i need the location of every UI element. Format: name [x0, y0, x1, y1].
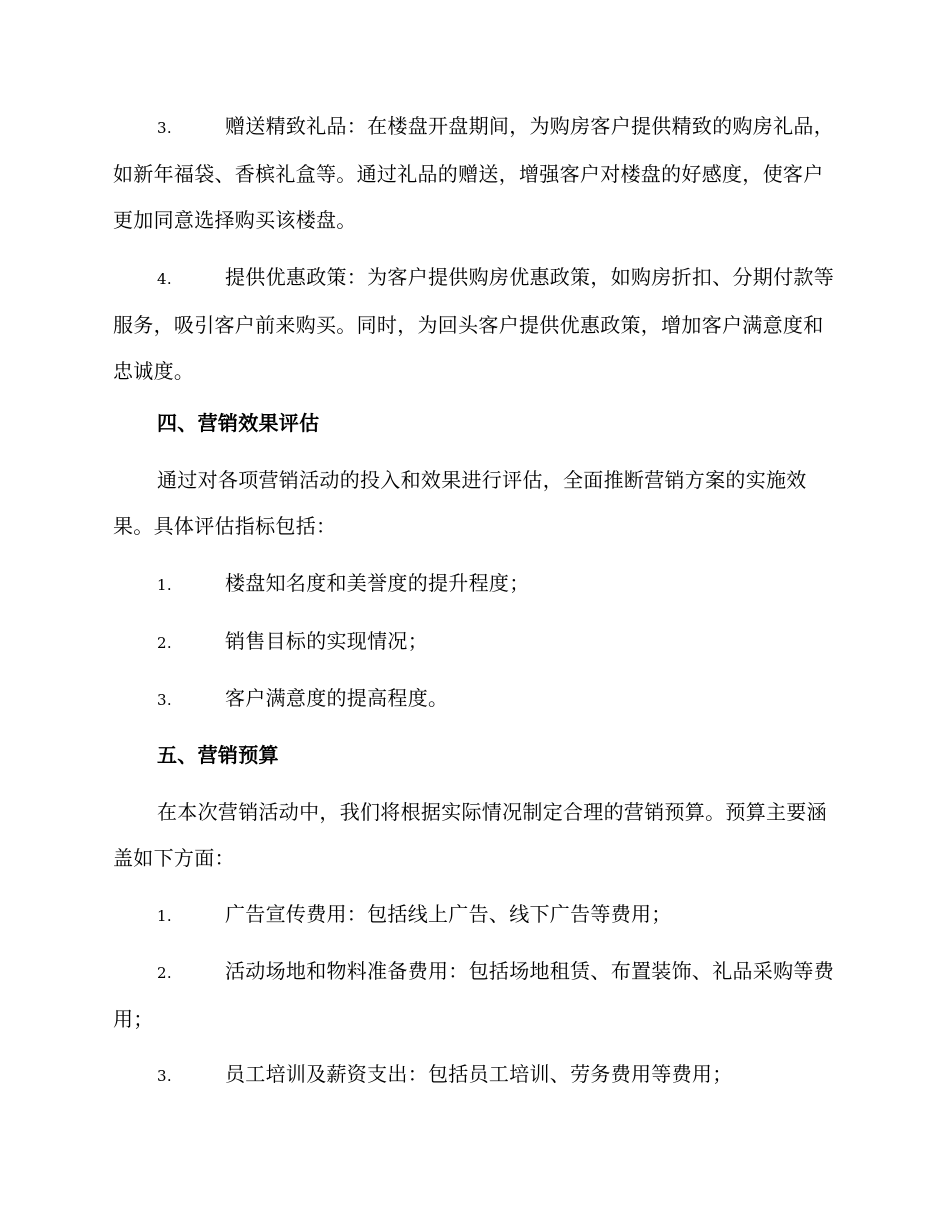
list-item	[113, 891, 835, 939]
list-number: 3.	[157, 119, 172, 137]
list-text: 赠送精致礼品：在楼盘开盘期间，为购房客户提供精致的购房礼品，如新年福袋、香槟礼盒等。通过礼品的赠送，增强客户对楼盘的好感度，使客户更加同意选择购买该楼盘。	[113, 114, 834, 232]
list-item	[113, 1051, 835, 1099]
list-text: 客户满意度的提高程度。	[225, 686, 449, 710]
list-number: 3.	[157, 1067, 172, 1085]
list-number: 2.	[157, 964, 172, 982]
list-number: 2.	[157, 634, 172, 652]
section-heading: 四、营销效果评估	[157, 411, 320, 435]
list-item	[113, 618, 835, 666]
list-number: 4.	[157, 270, 172, 288]
list-text: 楼盘知名度和美誉度的提升程度；	[225, 571, 530, 595]
section-heading: 五、营销预算	[157, 743, 279, 767]
list-item	[113, 560, 835, 608]
list-number: 1.	[157, 907, 172, 925]
list-text: 销售目标的实现情况；	[225, 629, 428, 653]
list-item	[113, 675, 835, 723]
list-number: 1.	[157, 576, 172, 594]
paragraph: 通过对各项营销活动的投入和效果进行评估，全面推断营销方案的实施效果。具体评估指标包括：	[113, 468, 807, 538]
list-item	[113, 103, 835, 243]
list-text: 广告宣传费用：包括线上广告、线下广告等费用；	[225, 902, 672, 926]
list-item	[113, 254, 835, 394]
list-number: 3.	[157, 691, 172, 709]
list-text: 活动场地和物料准备费用：包括场地租赁、布置装饰、礼品采购等费用；	[113, 959, 834, 1031]
list-text: 员工培训及薪资支出：包括员工培训、劳务费用等费用；	[225, 1062, 733, 1086]
paragraph: 在本次营销活动中，我们将根据实际情况制定合理的营销预算。预算主要涵盖如下方面：	[113, 800, 827, 870]
list-text: 提供优惠政策：为客户提供购房优惠政策，如购房折扣、分期付款等服务，吸引客户前来购买。同时，为回头客户提供优惠政策，增加客户满意度和忠诚度。	[113, 265, 834, 383]
list-item	[113, 948, 835, 1042]
